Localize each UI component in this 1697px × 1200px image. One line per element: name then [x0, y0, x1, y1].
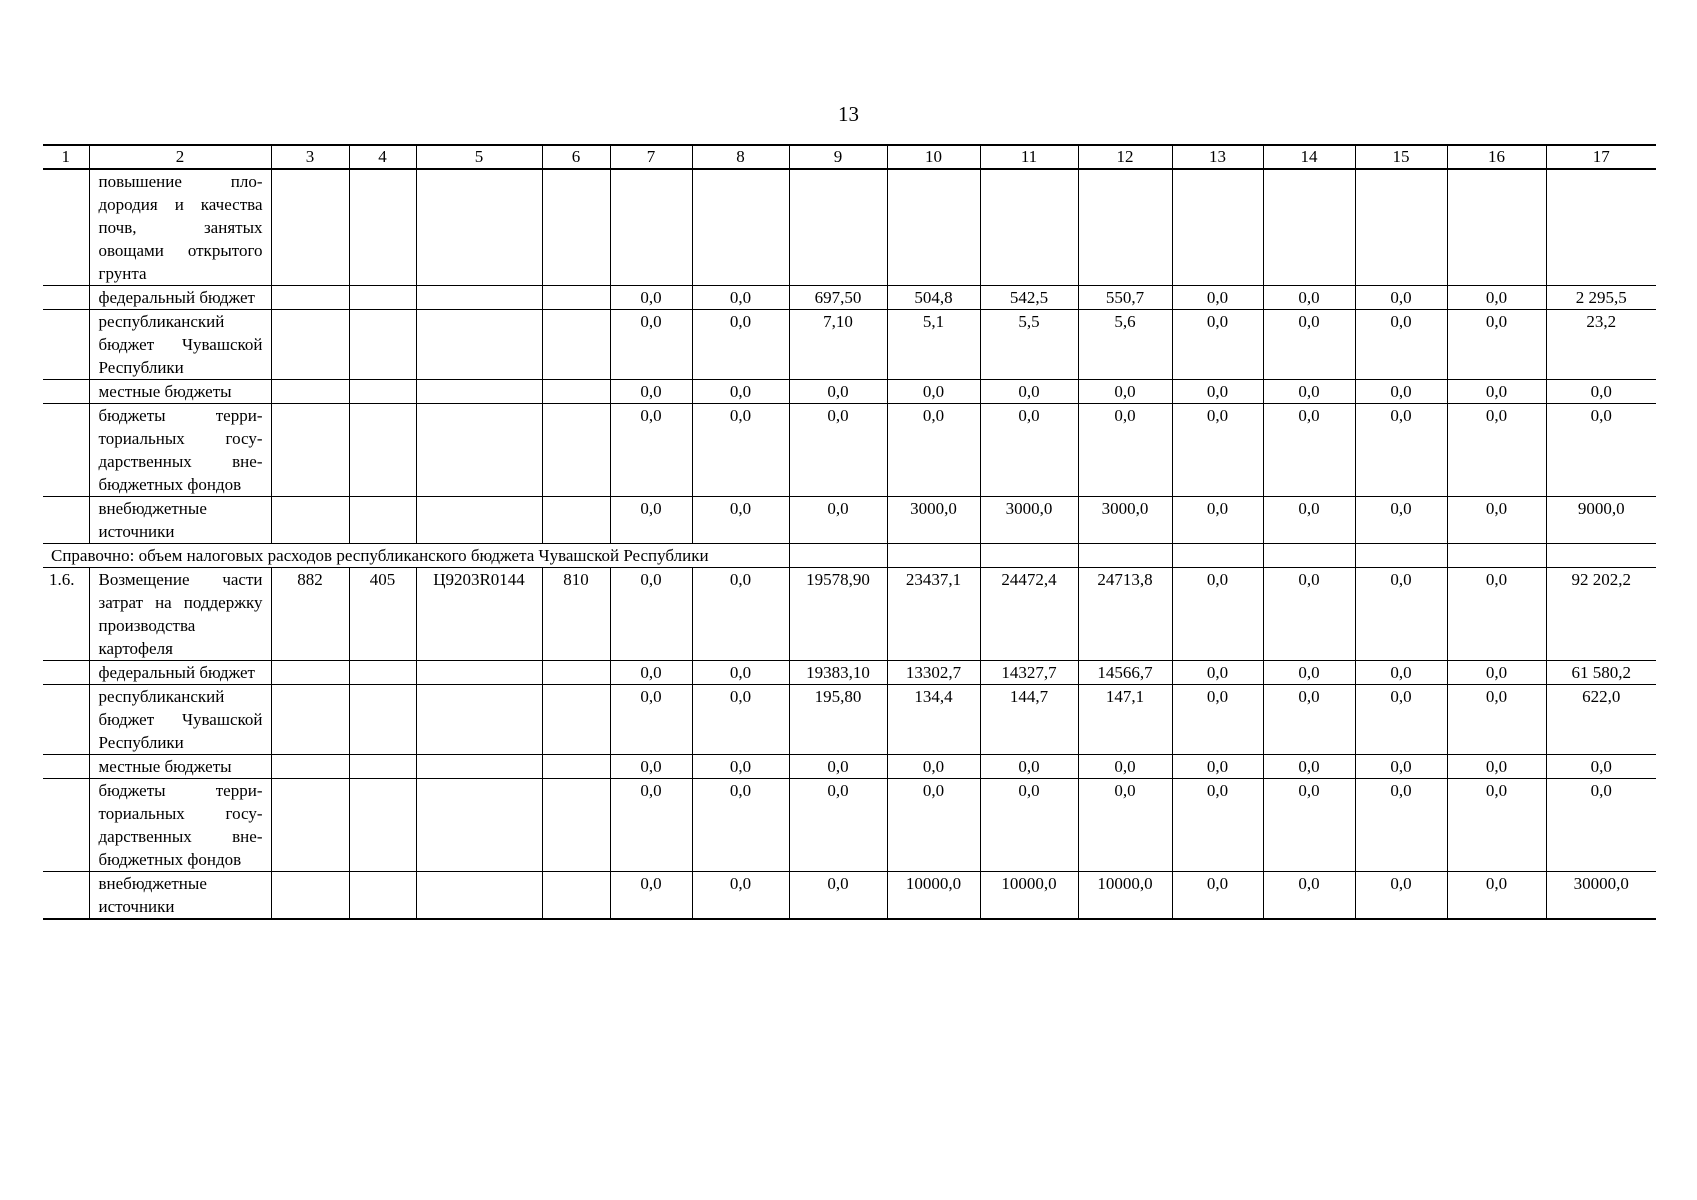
table-row: [43, 497, 1656, 544]
value-cell: 0,0: [610, 286, 692, 310]
value-cell: 0,0: [610, 779, 692, 872]
column-numbers-row: [43, 145, 1656, 169]
column-number: 12: [1078, 145, 1172, 169]
value-cell: 0,0: [1447, 568, 1546, 661]
code-cell: [416, 310, 542, 380]
value-cell: 0,0: [1263, 661, 1355, 685]
value-cell: 195,80: [789, 685, 887, 755]
value-cell: 0,0: [610, 661, 692, 685]
value-cell: 14327,7: [980, 661, 1078, 685]
code-cell: [271, 661, 349, 685]
value-cell: 0,0: [692, 404, 789, 497]
code-cell: [542, 286, 610, 310]
value-cell: 10000,0: [980, 872, 1078, 920]
value-cell: 10000,0: [887, 872, 980, 920]
empty-cell: [789, 169, 887, 286]
value-cell: 0,0: [1546, 779, 1656, 872]
code-cell: [542, 685, 610, 755]
row-label: местные бюджеты: [89, 380, 271, 404]
column-number: 7: [610, 145, 692, 169]
code-cell: 882: [271, 568, 349, 661]
value-cell: 0,0: [1263, 872, 1355, 920]
value-cell: 14566,7: [1078, 661, 1172, 685]
empty-cell: [610, 169, 692, 286]
code-cell: [349, 779, 416, 872]
code-cell: [349, 685, 416, 755]
value-cell: 0,0: [692, 755, 789, 779]
code-cell: 405: [349, 568, 416, 661]
value-cell: 23437,1: [887, 568, 980, 661]
value-cell: 0,0: [1172, 286, 1263, 310]
value-cell: 3000,0: [887, 497, 980, 544]
value-cell: 0,0: [1263, 755, 1355, 779]
value-cell: 0,0: [1546, 755, 1656, 779]
value-cell: 0,0: [610, 497, 692, 544]
value-cell: 0,0: [1172, 497, 1263, 544]
value-cell: 0,0: [1172, 661, 1263, 685]
value-cell: 0,0: [1078, 779, 1172, 872]
value-cell: 0,0: [1546, 380, 1656, 404]
code-cell: [349, 872, 416, 920]
value-cell: 542,5: [980, 286, 1078, 310]
empty-cell: [1447, 169, 1546, 286]
value-cell: 0,0: [692, 310, 789, 380]
value-cell: 0,0: [980, 404, 1078, 497]
empty-cell: [887, 169, 980, 286]
value-cell: 0,0: [1355, 380, 1447, 404]
item-number: 1.6.: [43, 568, 89, 661]
value-cell: 0,0: [692, 872, 789, 920]
empty-cell: [1355, 169, 1447, 286]
table-row: [43, 169, 1656, 286]
number-cell: [43, 661, 89, 685]
value-cell: 144,7: [980, 685, 1078, 755]
table-row: [43, 380, 1656, 404]
code-cell: [416, 661, 542, 685]
value-cell: 0,0: [789, 755, 887, 779]
code-cell: [416, 380, 542, 404]
value-cell: 0,0: [610, 872, 692, 920]
value-cell: 0,0: [692, 568, 789, 661]
row-label: бюджеты территориальных государственных внебюджетных фондов: [89, 404, 271, 497]
code-cell: [542, 497, 610, 544]
column-number: 3: [271, 145, 349, 169]
empty-cell: [1078, 544, 1172, 568]
code-cell: [271, 380, 349, 404]
value-cell: 0,0: [1263, 497, 1355, 544]
value-cell: 24472,4: [980, 568, 1078, 661]
value-cell: 0,0: [1172, 779, 1263, 872]
reference-note: Справочно: объем налоговых расходов республиканского бюджета Чувашской Республики: [43, 544, 789, 568]
code-cell: [349, 286, 416, 310]
empty-cell: [1447, 544, 1546, 568]
code-cell: [349, 404, 416, 497]
table-row: [43, 404, 1656, 497]
value-cell: 134,4: [887, 685, 980, 755]
table-row: [43, 779, 1656, 872]
empty-cell: [1546, 169, 1656, 286]
number-cell: [43, 685, 89, 755]
value-cell: 0,0: [692, 685, 789, 755]
code-cell: [271, 497, 349, 544]
value-cell: 0,0: [1355, 661, 1447, 685]
row-label: федеральный бюджет: [89, 661, 271, 685]
empty-cell: [416, 169, 542, 286]
value-cell: 0,0: [1263, 310, 1355, 380]
value-cell: 0,0: [980, 380, 1078, 404]
value-cell: 2 295,5: [1546, 286, 1656, 310]
value-cell: 0,0: [1078, 755, 1172, 779]
code-cell: [542, 779, 610, 872]
row-label: местные бюджеты: [89, 755, 271, 779]
column-number: 17: [1546, 145, 1656, 169]
code-cell: Ц9203R0144: [416, 568, 542, 661]
empty-cell: [1172, 169, 1263, 286]
value-cell: 0,0: [1447, 685, 1546, 755]
number-cell: [43, 779, 89, 872]
value-cell: 10000,0: [1078, 872, 1172, 920]
value-cell: 0,0: [1263, 380, 1355, 404]
value-cell: 61 580,2: [1546, 661, 1656, 685]
number-cell: [43, 497, 89, 544]
value-cell: 0,0: [610, 380, 692, 404]
value-cell: 697,50: [789, 286, 887, 310]
column-number: 2: [89, 145, 271, 169]
code-cell: [416, 685, 542, 755]
value-cell: 30000,0: [1546, 872, 1656, 920]
value-cell: 5,1: [887, 310, 980, 380]
value-cell: 24713,8: [1078, 568, 1172, 661]
value-cell: 0,0: [1078, 404, 1172, 497]
column-number: 16: [1447, 145, 1546, 169]
code-cell: [271, 779, 349, 872]
value-cell: 0,0: [1355, 286, 1447, 310]
code-cell: [542, 310, 610, 380]
code-cell: [271, 755, 349, 779]
value-cell: 0,0: [1263, 404, 1355, 497]
code-cell: [416, 286, 542, 310]
value-cell: 0,0: [789, 380, 887, 404]
column-number: 14: [1263, 145, 1355, 169]
value-cell: 19383,10: [789, 661, 887, 685]
value-cell: 622,0: [1546, 685, 1656, 755]
value-cell: 0,0: [1355, 568, 1447, 661]
value-cell: 0,0: [1447, 286, 1546, 310]
column-number: 5: [416, 145, 542, 169]
code-cell: [349, 755, 416, 779]
value-cell: 0,0: [1355, 755, 1447, 779]
value-cell: 0,0: [1447, 404, 1546, 497]
value-cell: 0,0: [1447, 779, 1546, 872]
empty-cell: [887, 544, 980, 568]
code-cell: [349, 497, 416, 544]
value-cell: 0,0: [1355, 497, 1447, 544]
value-cell: 13302,7: [887, 661, 980, 685]
value-cell: 0,0: [1172, 404, 1263, 497]
number-cell: [43, 872, 89, 920]
value-cell: 0,0: [1172, 568, 1263, 661]
value-cell: 0,0: [789, 872, 887, 920]
table-row: [43, 286, 1656, 310]
code-cell: [416, 755, 542, 779]
empty-cell: [980, 169, 1078, 286]
table-row: [43, 661, 1656, 685]
empty-cell: [1172, 544, 1263, 568]
value-cell: 9000,0: [1546, 497, 1656, 544]
value-cell: 0,0: [1263, 286, 1355, 310]
value-cell: 0,0: [1447, 661, 1546, 685]
table-row: [43, 568, 1656, 661]
value-cell: 0,0: [887, 755, 980, 779]
column-number: 10: [887, 145, 980, 169]
row-label: федеральный бюджет: [89, 286, 271, 310]
row-label: внебюджетные источники: [89, 872, 271, 920]
value-cell: 0,0: [1172, 755, 1263, 779]
empty-cell: [1078, 169, 1172, 286]
value-cell: 0,0: [980, 755, 1078, 779]
number-cell: [43, 169, 89, 286]
value-cell: 0,0: [1546, 404, 1656, 497]
value-cell: 0,0: [1172, 685, 1263, 755]
empty-cell: [542, 169, 610, 286]
code-cell: [416, 404, 542, 497]
table-row: [43, 685, 1656, 755]
value-cell: 0,0: [610, 568, 692, 661]
column-number: 15: [1355, 145, 1447, 169]
column-number: 4: [349, 145, 416, 169]
value-cell: 0,0: [692, 380, 789, 404]
code-cell: [271, 872, 349, 920]
value-cell: 0,0: [1078, 380, 1172, 404]
value-cell: 19578,90: [789, 568, 887, 661]
empty-cell: [1263, 169, 1355, 286]
value-cell: 0,0: [1355, 404, 1447, 497]
code-cell: [542, 872, 610, 920]
empty-cell: [1263, 544, 1355, 568]
number-cell: [43, 380, 89, 404]
empty-cell: [271, 169, 349, 286]
value-cell: 0,0: [1172, 380, 1263, 404]
value-cell: 23,2: [1546, 310, 1656, 380]
value-cell: 0,0: [1447, 310, 1546, 380]
value-cell: 0,0: [610, 404, 692, 497]
column-number: 8: [692, 145, 789, 169]
number-cell: [43, 404, 89, 497]
code-cell: [271, 310, 349, 380]
code-cell: 810: [542, 568, 610, 661]
value-cell: 504,8: [887, 286, 980, 310]
table-row: [43, 872, 1656, 920]
value-cell: 0,0: [1355, 779, 1447, 872]
table-row: [43, 755, 1656, 779]
value-cell: 0,0: [1447, 755, 1546, 779]
code-cell: [542, 755, 610, 779]
value-cell: 0,0: [1263, 779, 1355, 872]
value-cell: 0,0: [1355, 310, 1447, 380]
column-number: 13: [1172, 145, 1263, 169]
row-label: республиканский бюджет Чувашской Республики: [89, 310, 271, 380]
value-cell: 0,0: [980, 779, 1078, 872]
row-label: внебюджетные источники: [89, 497, 271, 544]
column-number: 11: [980, 145, 1078, 169]
column-number: 1: [43, 145, 89, 169]
value-cell: 0,0: [887, 380, 980, 404]
row-title: Возмещение части затрат на поддержку производства картофеля: [89, 568, 271, 661]
value-cell: 0,0: [692, 497, 789, 544]
value-cell: 92 202,2: [1546, 568, 1656, 661]
value-cell: 0,0: [1263, 685, 1355, 755]
value-cell: 0,0: [692, 661, 789, 685]
budget-table: [43, 144, 1656, 920]
value-cell: 0,0: [1447, 380, 1546, 404]
code-cell: [271, 404, 349, 497]
value-cell: 147,1: [1078, 685, 1172, 755]
value-cell: 0,0: [692, 286, 789, 310]
value-cell: 0,0: [1172, 310, 1263, 380]
code-cell: [542, 404, 610, 497]
value-cell: 0,0: [1355, 872, 1447, 920]
value-cell: 0,0: [610, 310, 692, 380]
empty-cell: [1355, 544, 1447, 568]
value-cell: 5,5: [980, 310, 1078, 380]
value-cell: 550,7: [1078, 286, 1172, 310]
value-cell: 7,10: [789, 310, 887, 380]
number-cell: [43, 755, 89, 779]
value-cell: 5,6: [1078, 310, 1172, 380]
code-cell: [349, 380, 416, 404]
value-cell: 0,0: [887, 779, 980, 872]
code-cell: [416, 779, 542, 872]
code-cell: [271, 286, 349, 310]
code-cell: [542, 661, 610, 685]
page-number: 13: [838, 102, 859, 126]
value-cell: 0,0: [789, 497, 887, 544]
column-number: 9: [789, 145, 887, 169]
code-cell: [416, 497, 542, 544]
empty-cell: [349, 169, 416, 286]
value-cell: 3000,0: [980, 497, 1078, 544]
row-label: республиканский бюджет Чувашской Республики: [89, 685, 271, 755]
empty-cell: [692, 169, 789, 286]
empty-cell: [980, 544, 1078, 568]
reference-row: [43, 544, 1656, 568]
value-cell: 0,0: [1447, 497, 1546, 544]
value-cell: 0,0: [692, 779, 789, 872]
row-title: повышение плодородия и качества почв, занятых овощами открытого грунта: [89, 169, 271, 286]
code-cell: [271, 685, 349, 755]
value-cell: 0,0: [887, 404, 980, 497]
code-cell: [349, 661, 416, 685]
value-cell: 0,0: [789, 404, 887, 497]
value-cell: 0,0: [1447, 872, 1546, 920]
value-cell: 0,0: [1263, 568, 1355, 661]
column-number: 6: [542, 145, 610, 169]
empty-cell: [1546, 544, 1656, 568]
value-cell: 0,0: [610, 685, 692, 755]
code-cell: [416, 872, 542, 920]
empty-cell: [789, 544, 887, 568]
value-cell: 0,0: [1172, 872, 1263, 920]
code-cell: [349, 310, 416, 380]
value-cell: 0,0: [610, 755, 692, 779]
number-cell: [43, 286, 89, 310]
row-label: бюджеты территориальных государственных внебюджетных фондов: [89, 779, 271, 872]
number-cell: [43, 310, 89, 380]
value-cell: 0,0: [789, 779, 887, 872]
table-row: [43, 310, 1656, 380]
value-cell: 0,0: [1355, 685, 1447, 755]
value-cell: 3000,0: [1078, 497, 1172, 544]
code-cell: [542, 380, 610, 404]
